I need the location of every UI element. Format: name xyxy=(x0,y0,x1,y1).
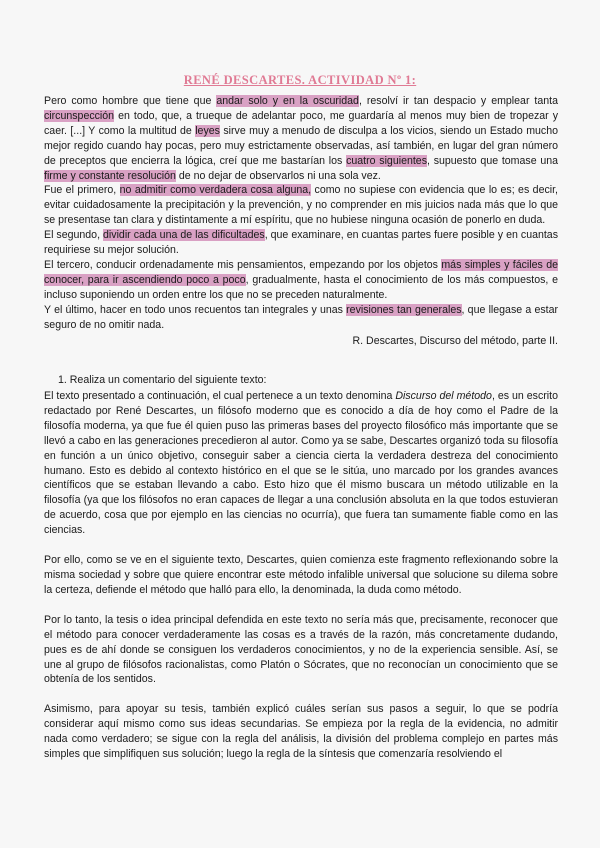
answer-paragraph: Por lo tanto, la tesis o idea principal defendida en este texto no sería más que, precisamente, reconocer que el método para conocer verdaderamente las cosas es a través de la razón, más concretamente dudando, pues es de ahí donde se consiguen los verdaderos conocimientos, y no de la experiencia sensible. Así, se une al grupo de filósofos racionalistas, como Platón o Sócrates, que no reconocían un conocimiento que se obtenía de los sentidos. xyxy=(44,613,558,686)
quote-text: Pero como hombre que tiene que xyxy=(44,95,217,107)
highlight: cuatro siguientes xyxy=(346,154,427,167)
book-title: Discurso del método xyxy=(395,390,492,402)
answer-text: El texto presentado a continuación, el cual pertenece a un texto denomina xyxy=(44,390,396,402)
quote-paragraph xyxy=(44,303,558,333)
quote-text: El segundo, xyxy=(44,229,104,242)
question-heading: 1. Realiza un comentario del siguiente texto: xyxy=(58,374,267,386)
quote-paragraph xyxy=(44,94,558,183)
highlight: más simples y fáciles de conocer, para ir ascendiendo poco a poco xyxy=(44,258,558,286)
answer-paragraph: Por ello, como se ve en el siguiente texto, Descartes, quien comienza este fragmento reflexionando sobre la misma sociedad y sobre que quiere encontrar este método infalible universal que solucione su dilema sobre la certeza, defiende el método que halló para ello, la denominada, la duda como método. xyxy=(44,554,558,596)
quote-paragraph xyxy=(44,258,558,303)
answer-paragraph xyxy=(44,389,558,538)
highlight: no admitir como verdadera cosa alguna, xyxy=(119,184,312,197)
highlight: revisiones tan generales xyxy=(346,303,462,316)
quote-text: de no dejar de observarlos ni una sola vez. xyxy=(175,169,381,182)
quote-text: , resolví ir tan despacio y emplear tanta xyxy=(358,95,558,107)
quote-text: , gradualmente, hasta el conocimiento de los más compuestos, e incluso suponiendo un orden entre los que no se preceden naturalmente. xyxy=(44,273,558,301)
highlight: andar solo y en la oscuridad xyxy=(216,95,359,107)
page-title: RENÉ DESCARTES. ACTIVIDAD Nº 1: xyxy=(183,73,417,87)
quote-text: El tercero, conducir ordenadamente mis pensamientos, empezando por los objetos xyxy=(44,258,442,271)
quote-text: Fue el primero, xyxy=(44,184,120,197)
quote-paragraph xyxy=(44,228,558,258)
quote-text: Y el último, hacer en todo unos recuentos tan integrales y unas xyxy=(44,303,347,316)
commentary-answer xyxy=(44,389,558,777)
quote-text: en todo, que, a trueque de adelantar poco, me guardaría al menos muy bien de tropezar y caer. [...] Y como la multitud de xyxy=(44,109,558,137)
quote-text: , que examinare, en cuantas partes fuere posible y en cuantas requiriese su mejor solución. xyxy=(44,229,558,257)
highlight: circunspección xyxy=(44,109,115,122)
highlight: firme y constante resolución xyxy=(44,169,176,182)
highlight: dividir cada una de las dificultades xyxy=(103,229,265,242)
highlight: leyes xyxy=(195,124,220,137)
quote-text: como no supiese con evidencia que lo es; es decir, evitar cuidadosamente la precipitación y la prevención, y no comprender en mis juicios nada más que lo que se presentase tan clara y distintamente a mí espíritu, que no hubiese ninguna ocasión de ponerlo en duda. xyxy=(44,184,558,227)
answer-text: , es un escrito redactado por René Descartes, un filósofo moderno que es conocido a día de hoy como el Padre de la filosofía moderna, ya que fue él quien puso las primeras bases del proyecto filosófico más importante que se llevó a cabo en las generaciones precedieron al autor. Como ya se sabe, Descartes organizó toda su filosofía en función a un único objetivo, conseguir saber a ciencia cierta la verdadera destreza del conocimiento humano. Esto es debido al contexto histórico en el que se le sitúa, uno marcado por los grandes avances científicos que se estaban llevando a cabo. Esto hizo que él mismo buscara un método utilizable en la filosofía (ya que los filósofos no eran capaces de llegar a una conclusión absoluta en la que todos estuvieran de acuerdo, cosa que por ejemplo en las ciencias no ocurría), que fuera tan sumamente fiable como en las ciencias. xyxy=(44,390,558,537)
quote-text: , que llegase a estar seguro de no omitir nada. xyxy=(44,303,558,331)
quote-text: sirve muy a menudo de disculpa a los vicios, siendo un Estado mucho mejor regido cuando hay pocas, pero muy estrictamente observadas, así también, en lugar del gran número de preceptos que encierra la lógica, creí que me bastarían los xyxy=(44,124,558,167)
quote-text: , supuesto que tomase una xyxy=(427,154,559,167)
quote-citation: R. Descartes, Discurso del método, parte II. xyxy=(352,334,558,347)
quote-paragraph xyxy=(44,183,558,228)
descartes-quote xyxy=(44,94,558,348)
answer-paragraph: Asimismo, para apoyar su tesis, también explicó cuáles serían sus pasos a seguir, lo que se podría considerar aquí mismo como sus ideas secundarias. Se empieza por la regla de la evidencia, no admitir nada como verdadero; se sigue con la regla del análisis, la división del problema complejo en partes más simples que simplifiquen sus solución; luego la regla de la síntesis que comenzaría resolviendo el xyxy=(44,703,558,761)
